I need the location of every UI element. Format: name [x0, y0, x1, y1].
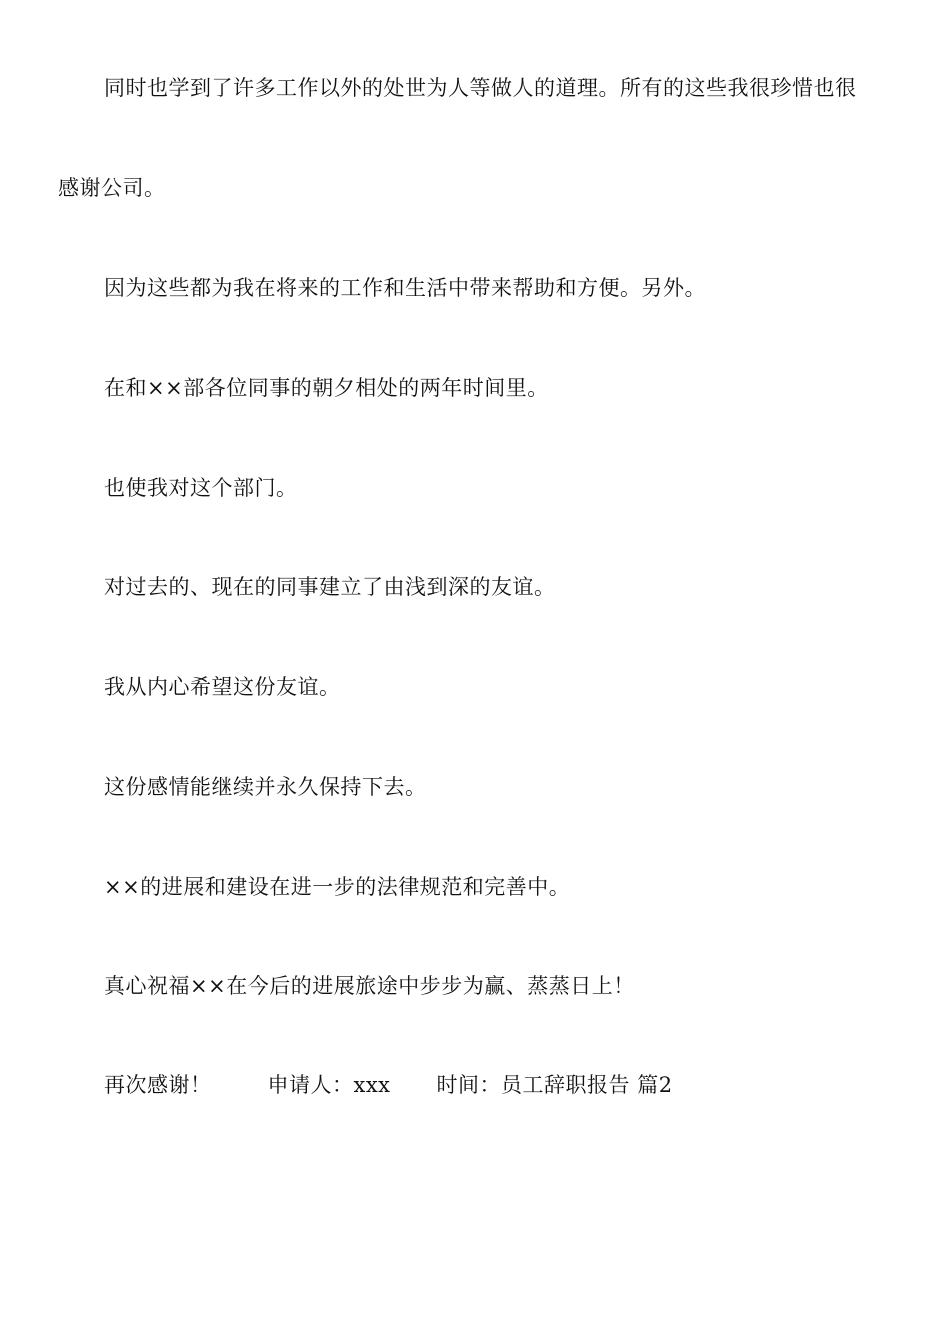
paragraph-line: 真心祝福××在今后的进展旅途中步步为赢、蒸蒸日上！	[104, 974, 635, 998]
paragraph-line: ××的进展和建设在进一步的法律规范和完善中。	[104, 875, 571, 899]
paragraph-line: 这份感情能继续并永久保持下去。	[104, 775, 427, 799]
paragraph-line: 我从内心希望这份友谊。	[104, 675, 341, 699]
paragraph-line: 同时也学到了许多工作以外的处世为人等做人的道理。所有的这些我很珍惜也很	[104, 76, 857, 100]
paragraph-line: 在和××部各位同事的朝夕相处的两年时间里。	[104, 376, 549, 400]
closing-applicant: 申请人：xxx	[267, 1073, 391, 1097]
closing-line	[104, 1071, 673, 1099]
closing-thanks: 再次感谢！	[104, 1073, 212, 1097]
paragraph-line: 也使我对这个部门。	[104, 476, 298, 500]
paragraph-line: 因为这些都为我在将来的工作和生活中带来帮助和方便。另外。	[104, 276, 706, 300]
closing-time: 时间：员工辞职报告 篇2	[436, 1073, 673, 1097]
paragraph-line: 感谢公司。	[58, 176, 166, 200]
paragraph-line: 对过去的、现在的同事建立了由浅到深的友谊。	[104, 575, 556, 599]
